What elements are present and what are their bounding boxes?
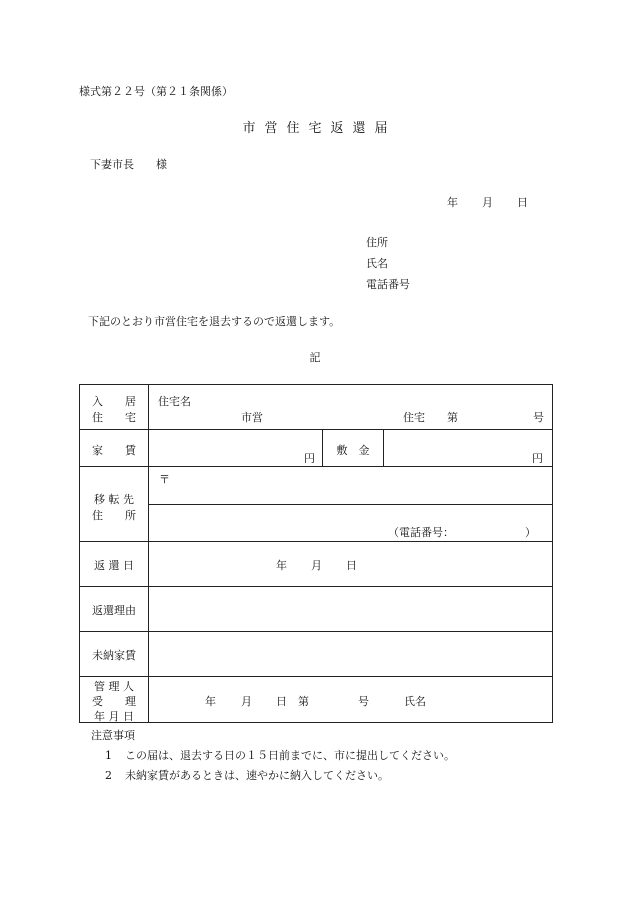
deposit-yen: 円 xyxy=(532,452,544,465)
admin-field[interactable] xyxy=(149,677,553,723)
applicant-block xyxy=(366,232,410,295)
note-item: 2 未納家賃があるときは、速やかに納入してください。 xyxy=(105,769,389,782)
row-housing xyxy=(80,385,553,430)
statement: 下記のとおり市営住宅を退去するので返還します。 xyxy=(88,315,341,328)
label-housing: 入 居 住 宅 xyxy=(80,385,149,430)
rent-field[interactable] xyxy=(149,430,323,467)
return-year: 年 xyxy=(276,559,287,572)
row-reason xyxy=(80,587,553,632)
form-number: 様式第２２号（第２１条関係） xyxy=(79,85,233,98)
document-title: 市営住宅返還届 xyxy=(242,121,397,136)
new-address-postal-field[interactable] xyxy=(149,467,553,505)
label-new-address: 移 転 先 住 所 xyxy=(80,467,149,542)
rent-yen: 円 xyxy=(304,452,315,465)
admin-go: 号 xyxy=(358,695,369,708)
notes xyxy=(91,726,455,786)
row-rent xyxy=(80,430,553,467)
submission-date xyxy=(447,194,528,210)
addressee-name: 下妻市長 xyxy=(90,158,134,171)
ki-heading: 記 xyxy=(309,351,321,364)
housing-unit-label: 住宅 第 xyxy=(403,411,458,424)
return-day: 日 xyxy=(346,559,357,572)
date-day: 日 xyxy=(517,196,528,209)
label-unpaid: 未納家賃 xyxy=(80,632,149,677)
return-month: 月 xyxy=(311,559,322,572)
label-rent: 家 賃 xyxy=(80,430,149,467)
applicant-address-label: 住所 xyxy=(366,236,388,249)
applicant-name-label: 氏名 xyxy=(366,257,388,270)
row-unpaid xyxy=(80,632,553,677)
notes-heading: 注意事項 xyxy=(91,729,135,742)
label-reason: 返還理由 xyxy=(80,587,149,632)
row-admin xyxy=(80,677,553,723)
postal-mark: 〒 xyxy=(159,473,170,486)
housing-field[interactable] xyxy=(149,385,553,430)
unpaid-field[interactable] xyxy=(149,632,553,677)
label-return-date: 返 還 日 xyxy=(80,542,149,587)
honorific: 様 xyxy=(156,158,167,171)
label-deposit: 敷 金 xyxy=(323,430,384,467)
row-new-address-line xyxy=(80,505,553,542)
new-address-line-field[interactable] xyxy=(149,505,553,542)
deposit-field[interactable] xyxy=(384,430,553,467)
admin-year: 年 xyxy=(205,695,216,708)
reason-field[interactable] xyxy=(149,587,553,632)
label-admin: 管 理 人 受 理 年 月 日 xyxy=(80,677,149,723)
row-return-date xyxy=(80,542,553,587)
housing-name-label: 住宅名 xyxy=(158,395,191,408)
return-form-table xyxy=(79,384,553,723)
admin-name-label: 氏名 xyxy=(404,695,426,708)
phone-note: （電話番号： xyxy=(388,526,454,539)
applicant-phone-label: 電話番号 xyxy=(366,278,410,291)
addressee xyxy=(90,156,167,172)
return-date-field[interactable] xyxy=(149,542,553,587)
date-month: 月 xyxy=(482,196,493,209)
note-item: 1 この届は、退去する日の１５日前までに、市に提出してください。 xyxy=(105,749,455,762)
housing-number-suffix: 号 xyxy=(533,411,545,424)
admin-dai: 第 xyxy=(298,695,309,708)
housing-city-label: 市営 xyxy=(241,411,263,424)
admin-month: 月 xyxy=(241,695,252,708)
phone-close: ） xyxy=(525,526,537,539)
row-new-address-postal xyxy=(80,467,553,505)
admin-day: 日 xyxy=(276,695,287,708)
date-year: 年 xyxy=(447,196,458,209)
